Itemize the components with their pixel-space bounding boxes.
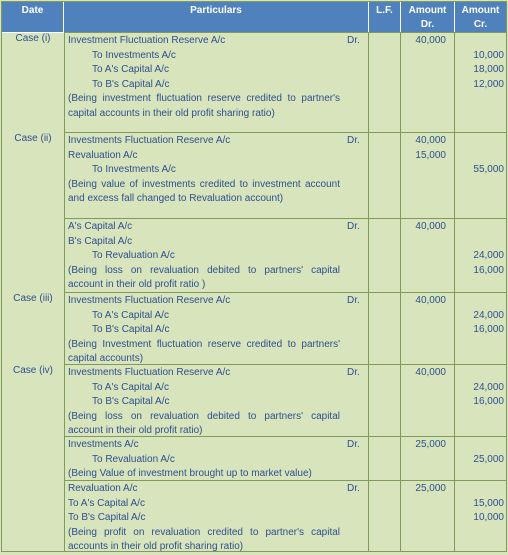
account-name: To B's Capital A/c	[68, 512, 146, 523]
account-name: Investments Fluctuation Reserve A/c	[68, 295, 231, 306]
account-name: Investments Fluctuation Reserve A/c	[68, 135, 231, 146]
credit-amount: 24,000	[473, 250, 504, 261]
credit-amount-line	[64, 395, 506, 409]
credit-amount: 25,000	[473, 453, 504, 465]
account-name: Revaluation A/c	[68, 483, 138, 494]
credit-amount: 10,000	[473, 512, 504, 523]
debit-line	[64, 134, 506, 148]
credit-amount: 16,000	[473, 264, 504, 276]
journal-entry	[64, 32, 506, 119]
credit-amount: 16,000	[473, 396, 504, 407]
credit-amount: 12,000	[473, 78, 504, 90]
case-label: Case (iv)	[12, 365, 53, 376]
dr-mark: Dr.	[347, 439, 360, 450]
header-amount-dr: Amount Dr.	[401, 2, 455, 32]
dr-mark: Dr.	[347, 135, 360, 146]
account-name: To Revaluation A/c	[92, 453, 175, 465]
credit-amount: 18,000	[473, 64, 504, 75]
journal-table	[1, 1, 507, 552]
debit-amount: 40,000	[415, 221, 446, 232]
debit-line	[64, 438, 506, 452]
narration: (Being value of investments credited to investment account and excess fall changed to Revaluation account)	[68, 178, 340, 204]
header-amount-cr: Amount Cr.	[461, 5, 500, 30]
debit-line	[64, 149, 506, 163]
dr-mark: Dr.	[347, 483, 360, 494]
journal-entry	[64, 480, 506, 552]
narration: (Being loss on revaluation debited to partners' capital account in their old profit ratio )	[68, 264, 340, 290]
credit-amount-line	[64, 381, 506, 395]
credit-amount-line	[64, 63, 506, 77]
account-name: To A's Capital A/c	[92, 64, 169, 75]
table-header	[2, 2, 506, 33]
narration: (Being Value of investment brought up to market value)	[68, 468, 312, 479]
journal-entry	[64, 132, 506, 204]
debit-amount: 40,000	[415, 35, 446, 46]
case-label: Case (ii)	[14, 133, 52, 144]
account-name: Investments A/c	[68, 439, 139, 450]
account-name: To A's Capital A/c	[92, 381, 169, 393]
dr-mark: Dr.	[347, 367, 360, 378]
account-name: To B's Capital A/c	[92, 78, 170, 90]
debit-amount: 40,000	[415, 295, 446, 306]
dr-mark: Dr.	[347, 35, 360, 46]
narration: (Being loss on revaluation debited to partners' capital account in their old profit ratio)	[68, 410, 340, 436]
debit-amount: 40,000	[415, 367, 446, 378]
credit-amount: 55,000	[473, 164, 504, 175]
credit-amount-line	[64, 511, 506, 525]
case-label: Case (i)	[15, 33, 51, 44]
account-name: A's Capital A/c	[68, 221, 133, 232]
credit-amount-line	[64, 497, 506, 511]
account-name: Investment Fluctuation Reserve A/c	[68, 35, 226, 46]
credit-amount-line	[64, 323, 506, 337]
debit-amount: 40,000	[415, 135, 446, 146]
debit-line	[64, 366, 506, 380]
account-name: To A's Capital A/c	[68, 497, 145, 509]
account-name: To B's Capital A/c	[92, 324, 170, 335]
debit-amount: 15,000	[415, 149, 446, 161]
journal-entry	[64, 218, 506, 290]
header-particulars: Particulars	[64, 2, 369, 32]
credit-amount: 24,000	[473, 381, 504, 393]
debit-line	[64, 294, 506, 308]
credit-amount: 24,000	[473, 309, 504, 321]
credit-amount-line	[64, 309, 506, 323]
journal-entry	[64, 292, 506, 364]
account-name: B's Capital A/c	[68, 235, 133, 247]
debit-amount: 25,000	[415, 483, 446, 494]
account-name: To Revaluation A/c	[92, 250, 175, 261]
credit-amount-line	[64, 453, 506, 467]
credit-amount: 10,000	[473, 49, 504, 61]
narration: (Being Investment fluctuation reserve credited to partners' capital accounts)	[68, 338, 340, 364]
account-name: To A's Capital A/c	[92, 309, 169, 321]
credit-amount-line	[64, 249, 506, 263]
dr-mark: Dr.	[347, 295, 360, 306]
credit-amount: 16,000	[473, 324, 504, 335]
credit-amount-line	[64, 163, 506, 177]
narration: (Being profit on revaluation credited to partner's capital accounts in their old profit sharing ratio)	[68, 526, 340, 552]
header-lf: L.F.	[369, 2, 401, 32]
debit-line	[64, 235, 506, 249]
account-name: To B's Capital A/c	[92, 396, 170, 407]
journal-entry	[64, 364, 506, 436]
debit-line	[64, 220, 506, 234]
debit-line	[64, 34, 506, 48]
debit-line	[64, 482, 506, 496]
account-name: Investments Fluctuation Reserve A/c	[68, 367, 231, 378]
case-label: Case (iii)	[13, 293, 53, 304]
debit-amount: 25,000	[415, 439, 446, 450]
dr-mark: Dr.	[347, 221, 360, 232]
account-name: To Investments A/c	[92, 164, 176, 175]
narration: (Being investment fluctuation reserve credited to partner's capital accounts in their old profit sharing ratio)	[68, 93, 340, 119]
credit-amount-line	[64, 49, 506, 63]
account-name: To Investments A/c	[92, 49, 176, 61]
credit-amount: 15,000	[473, 497, 504, 509]
credit-amount-line	[64, 78, 506, 92]
header-date: Date	[2, 2, 64, 32]
journal-entry	[64, 436, 506, 479]
account-name: Revaluation A/c	[68, 149, 138, 161]
